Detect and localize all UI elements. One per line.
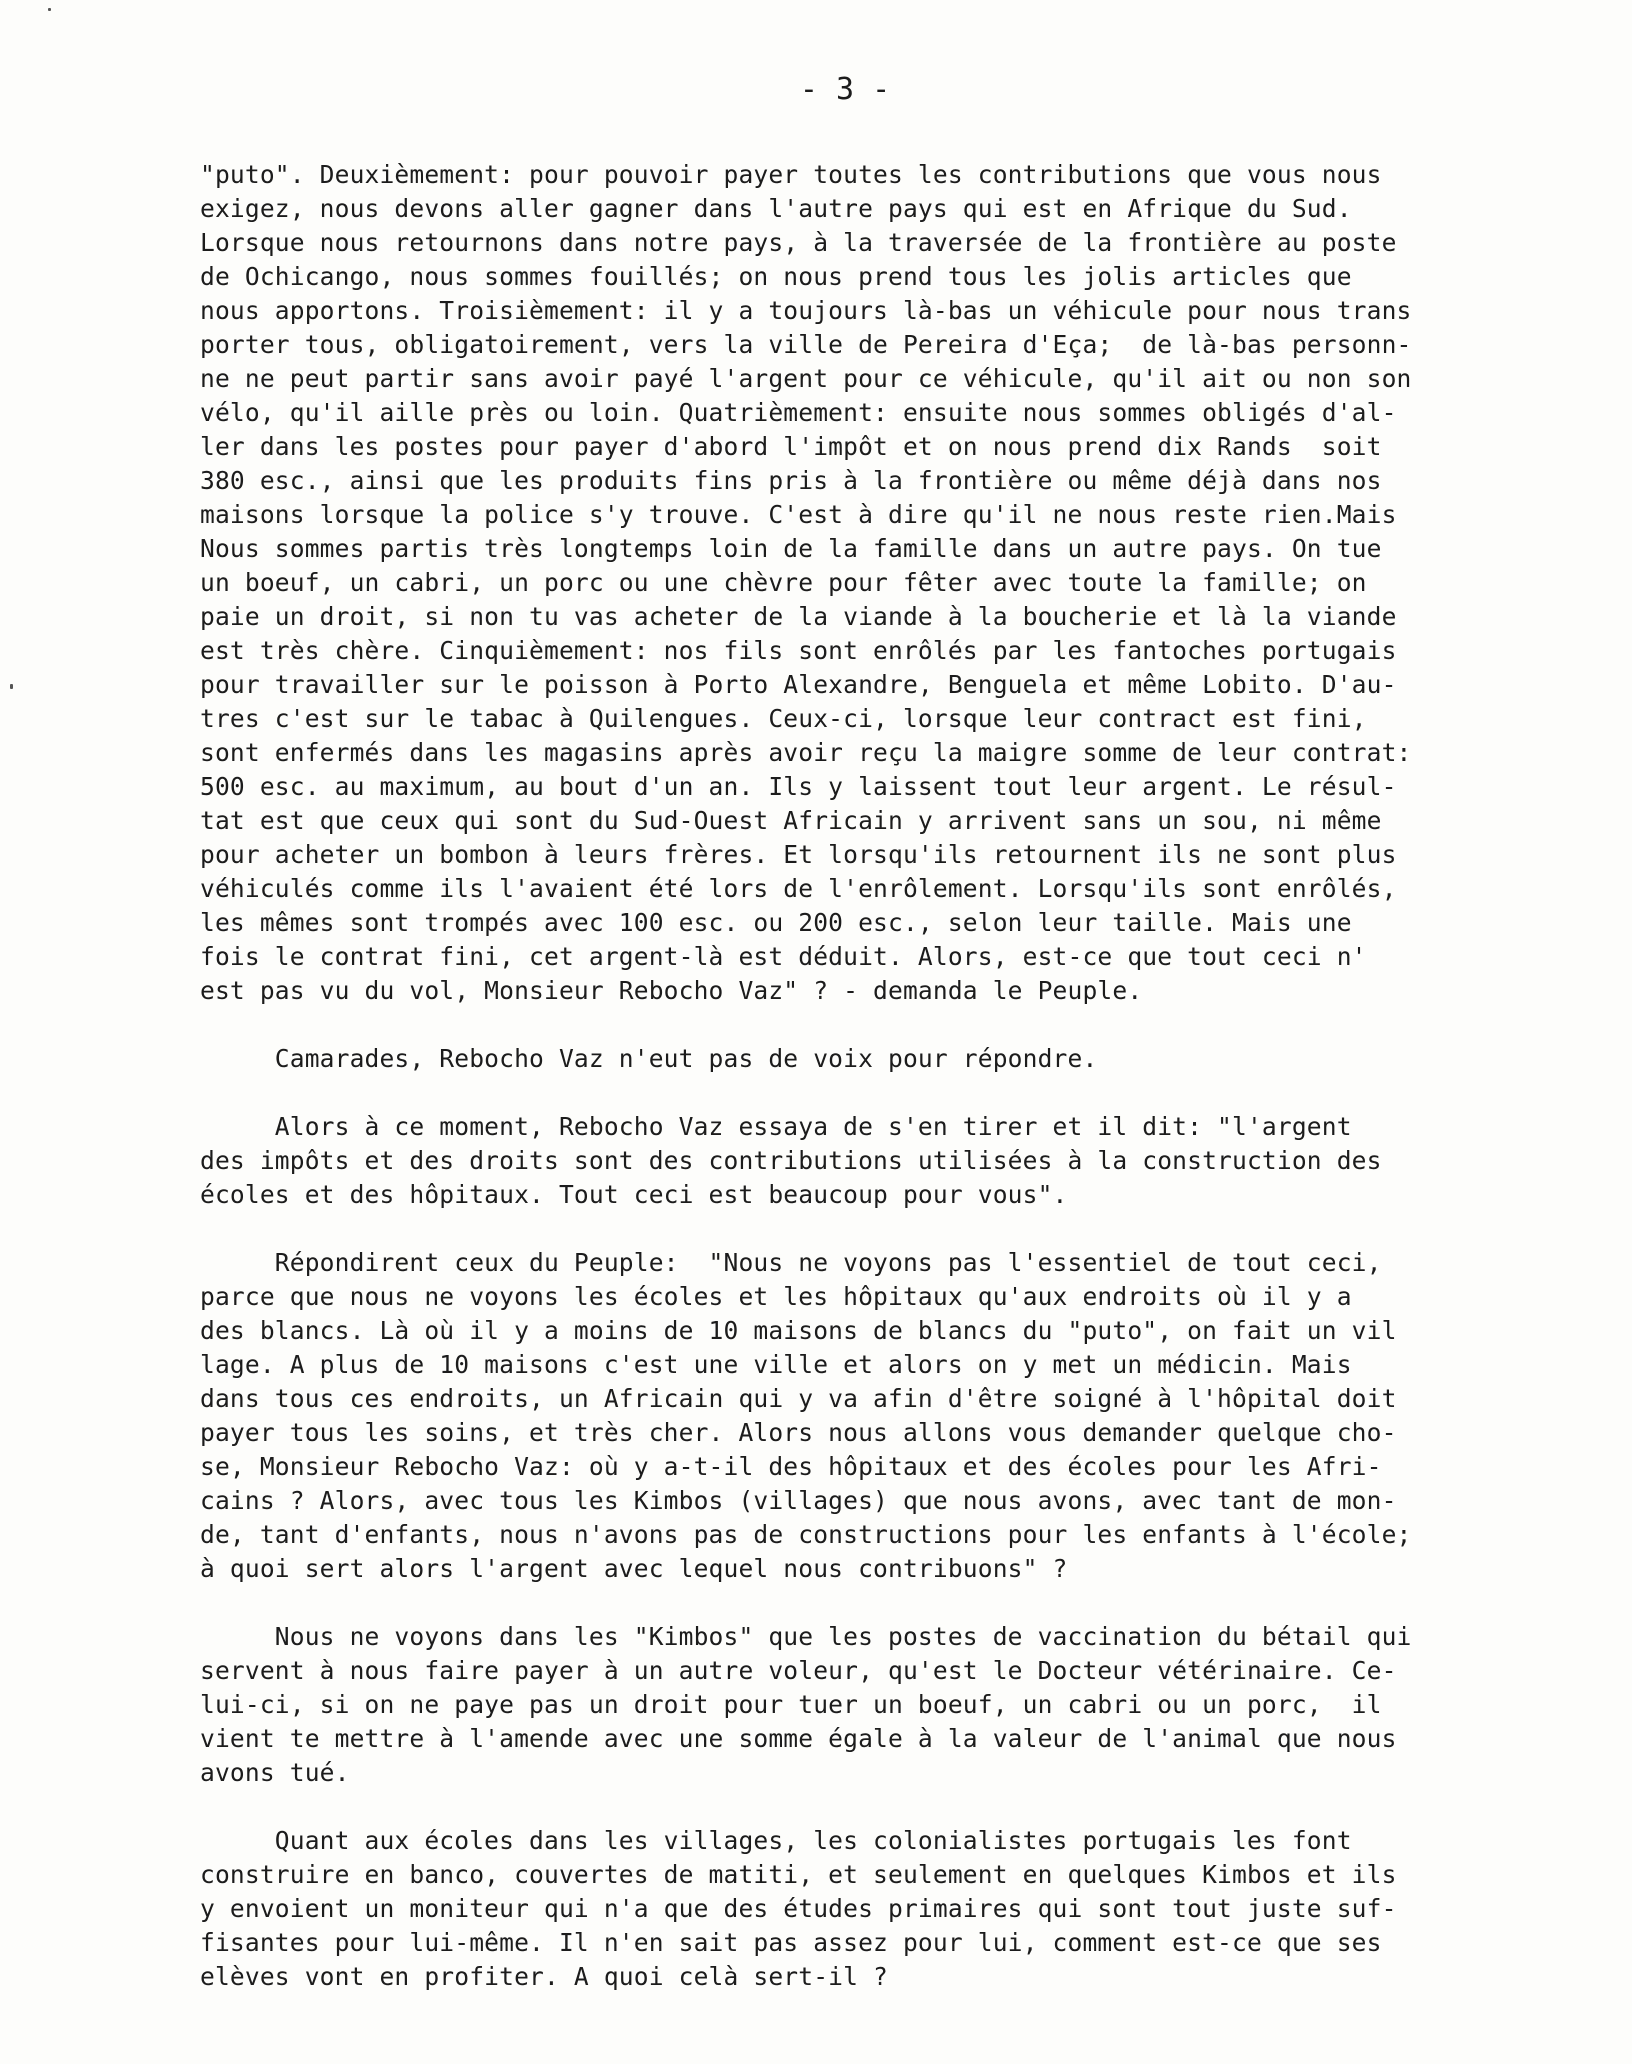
- text-line: de Ochicango, nous sommes fouillés; on nous prend tous les jolis articles que: [200, 262, 1352, 291]
- text-line: parce que nous ne voyons les écoles et les hôpitaux qu'aux endroits où il y a: [200, 1282, 1352, 1311]
- text-line: écoles et des hôpitaux. Tout ceci est beaucoup pour vous".: [200, 1180, 1068, 1209]
- paragraph: [200, 158, 1530, 1008]
- text-line: est pas vu du vol, Monsieur Rebocho Vaz" ? - demanda le Peuple.: [200, 976, 1143, 1005]
- paragraph-gap: [200, 1008, 1530, 1042]
- text-line: vient te mettre à l'amende avec une somme égale à la valeur de l'animal que nous: [200, 1724, 1397, 1753]
- text-line: lage. A plus de 10 maisons c'est une ville et alors on y met un médicin. Mais: [200, 1350, 1352, 1379]
- text-line: ler dans les postes pour payer d'abord l'impôt et on nous prend dix Rands soit: [200, 432, 1382, 461]
- paragraph: [200, 1042, 1530, 1076]
- page-number: - 3 -: [799, 72, 891, 107]
- text-line: tat est que ceux qui sont du Sud-Ouest Africain y arrivent sans un sou, ni même: [200, 806, 1382, 835]
- scan-speck: [48, 8, 51, 11]
- text-line: est très chère. Cinquièmement: nos fils sont enrôlés par les fantoches portugais: [200, 636, 1397, 665]
- text-line: nous apportons. Troisièmement: il y a toujours là-bas un véhicule pour nous trans: [200, 296, 1412, 325]
- text-line: Nous ne voyons dans les "Kimbos" que les postes de vaccination du bétail qui: [200, 1622, 1412, 1651]
- text-line: Quant aux écoles dans les villages, les colonialistes portugais les font: [200, 1826, 1352, 1855]
- text-line: paie un droit, si non tu vas acheter de la viande à la boucherie et là la viande: [200, 602, 1397, 631]
- paragraph: [200, 1824, 1530, 1994]
- text-line: véhiculés comme ils l'avaient été lors de l'enrôlement. Lorsqu'ils sont enrôlés,: [200, 874, 1397, 903]
- text-line: 500 esc. au maximum, au bout d'un an. Ils y laissent tout leur argent. Le résul-: [200, 772, 1397, 801]
- text-line: exigez, nous devons aller gagner dans l'autre pays qui est en Afrique du Sud.: [200, 194, 1352, 223]
- scan-speck: [10, 684, 13, 689]
- text-line: sont enfermés dans les magasins après avoir reçu la maigre somme de leur contrat:: [200, 738, 1412, 767]
- text-line: Camarades, Rebocho Vaz n'eut pas de voix pour répondre.: [200, 1044, 1098, 1073]
- text-line: des blancs. Là où il y a moins de 10 maisons de blancs du "puto", on fait un vil: [200, 1316, 1397, 1345]
- text-line: pour travailler sur le poisson à Porto Alexandre, Benguela et même Lobito. D'au-: [200, 670, 1397, 699]
- text-line: y envoient un moniteur qui n'a que des études primaires qui sont tout juste suf-: [200, 1894, 1397, 1923]
- paragraph: [200, 1110, 1530, 1212]
- text-line: porter tous, obligatoirement, vers la ville de Pereira d'Eça; de là-bas personn-: [200, 330, 1412, 359]
- text-line: se, Monsieur Rebocho Vaz: où y a-t-il des hôpitaux et des écoles pour les Afri-: [200, 1452, 1382, 1481]
- text-line: Répondirent ceux du Peuple: "Nous ne voyons pas l'essentiel de tout ceci,: [200, 1248, 1382, 1277]
- text-line: 380 esc., ainsi que les produits fins pris à la frontière ou même déjà dans nos: [200, 466, 1382, 495]
- text-line: construire en banco, couvertes de matiti, et seulement en quelques Kimbos et ils: [200, 1860, 1397, 1889]
- text-line: à quoi sert alors l'argent avec lequel nous contribuons" ?: [200, 1554, 1068, 1583]
- text-line: avons tué.: [200, 1758, 350, 1787]
- text-line: ne ne peut partir sans avoir payé l'argent pour ce véhicule, qu'il ait ou non son: [200, 364, 1412, 393]
- text-line: cains ? Alors, avec tous les Kimbos (villages) que nous avons, avec tant de mon-: [200, 1486, 1397, 1515]
- text-line: lui-ci, si on ne paye pas un droit pour tuer un boeuf, un cabri ou un porc, il: [200, 1690, 1382, 1719]
- text-line: elèves vont en profiter. A quoi celà sert-il ?: [200, 1962, 889, 1991]
- paragraph-gap: [200, 1790, 1530, 1824]
- text-line: tres c'est sur le tabac à Quilengues. Ceux-ci, lorsque leur contract est fini,: [200, 704, 1367, 733]
- text-line: Nous sommes partis très longtemps loin de la famille dans un autre pays. On tue: [200, 534, 1382, 563]
- text-line: vélo, qu'il aille près ou loin. Quatrièmement: ensuite nous sommes obligés d'al-: [200, 398, 1397, 427]
- text-line: "puto". Deuxièmement: pour pouvoir payer toutes les contributions que vous nous: [200, 160, 1382, 189]
- text-line: Alors à ce moment, Rebocho Vaz essaya de s'en tirer et il dit: "l'argent: [200, 1112, 1352, 1141]
- text-line: un boeuf, un cabri, un porc ou une chèvre pour fêter avec toute la famille; on: [200, 568, 1367, 597]
- text-line: maisons lorsque la police s'y trouve. C'est à dire qu'il ne nous reste rien.Mais: [200, 500, 1397, 529]
- text-line: payer tous les soins, et très cher. Alors nous allons vous demander quelque cho-: [200, 1418, 1397, 1447]
- paragraph: [200, 1246, 1530, 1586]
- text-line: dans tous ces endroits, un Africain qui y va afin d'être soigné à l'hôpital doit: [200, 1384, 1397, 1413]
- text-line: Lorsque nous retournons dans notre pays, à la traversée de la frontière au poste: [200, 228, 1397, 257]
- paragraph-gap: [200, 1586, 1530, 1620]
- text-line: fois le contrat fini, cet argent-là est déduit. Alors, est-ce que tout ceci n': [200, 942, 1367, 971]
- text-line: les mêmes sont trompés avec 100 esc. ou 200 esc., selon leur taille. Mais une: [200, 908, 1352, 937]
- text-line: pour acheter un bombon à leurs frères. Et lorsqu'ils retournent ils ne sont plus: [200, 840, 1397, 869]
- paragraph-gap: [200, 1212, 1530, 1246]
- body-text: [200, 158, 1530, 1994]
- text-line: des impôts et des droits sont des contributions utilisées à la construction des: [200, 1146, 1382, 1175]
- text-line: fisantes pour lui-même. Il n'en sait pas assez pour lui, comment est-ce que ses: [200, 1928, 1382, 1957]
- paragraph: [200, 1620, 1530, 1790]
- text-line: de, tant d'enfants, nous n'avons pas de constructions pour les enfants à l'école;: [200, 1520, 1412, 1549]
- text-line: servent à nous faire payer à un autre voleur, qu'est le Docteur vétérinaire. Ce-: [200, 1656, 1397, 1685]
- paragraph-gap: [200, 1076, 1530, 1110]
